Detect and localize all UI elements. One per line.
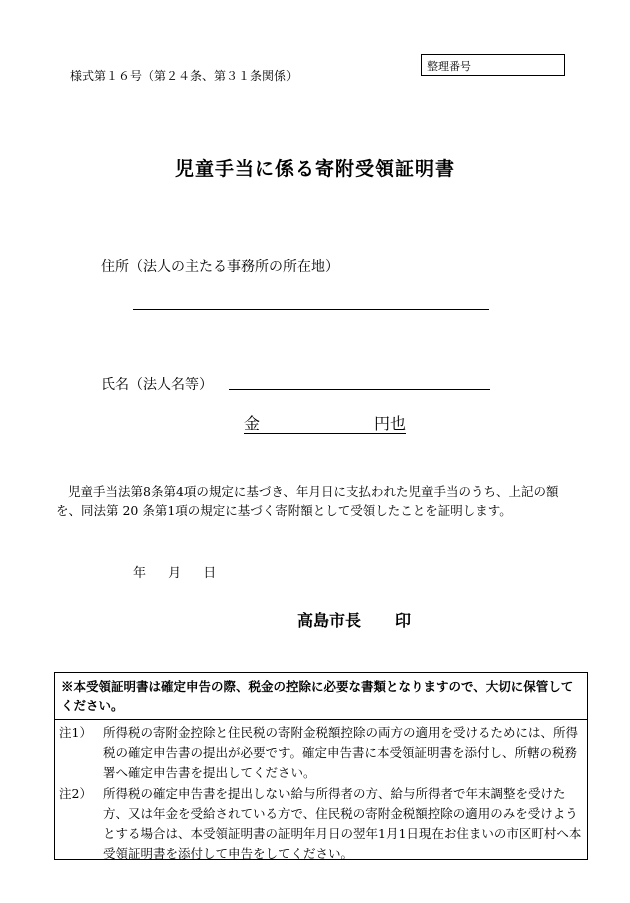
notes-divider — [55, 719, 587, 720]
certification-text-part1: 児童手当法第8条第4項の規定に基づき、 — [68, 484, 296, 499]
document-title: 児童手当に係る寄附受領証明書 — [174, 158, 455, 180]
name-label: 氏名（法人名等） — [101, 377, 213, 393]
certification-year: 年 — [295, 484, 309, 499]
amount-suffix: 円也 — [373, 414, 406, 433]
note-number: 注1） — [59, 725, 92, 740]
notes-box — [54, 672, 588, 860]
management-number-box — [421, 54, 565, 76]
issue-date: 年 月 日 — [133, 566, 217, 581]
note-text: 所得税の寄附金控除と住民税の寄附金税額控除の両方の適用を受けるためには、所得税の確定申告書の提出が必要です。確定申告書に本受領証明書を添付し、所轄の税務署へ確定申告書を提出してください。 — [103, 725, 579, 780]
certification-month: 月 — [308, 484, 321, 499]
certification-text-part2: 日に支払われた児童手当のうち、上記の額を、同法第 20 条第1項の規定に基づく寄附額として受領したことを証明します。 — [56, 484, 559, 518]
note-item-2 — [59, 784, 583, 864]
amount-field — [244, 411, 406, 434]
note-text: 所得税の確定申告書を提出しない給与所得者の方、給与所得者で年末調整を受けた方、又は年金を受給されている方で、住民税の寄附金税額控除の適用のみを受けようとする場合は、本受領証明書の証明年月日の翌年1月1日現在お住まいの市区町村へ本受領証明書を添付して申告をしてください。 — [103, 786, 582, 861]
mayor-signature — [297, 608, 411, 631]
form-number: 様式第１６号（第２４条、第３１条関係） — [70, 69, 299, 83]
management-number-label: 整理番号 — [427, 60, 471, 73]
name-line — [229, 389, 490, 390]
address-line — [133, 309, 489, 310]
seal-mark: 印 — [395, 611, 412, 630]
mayor-title: 高島市長 — [297, 611, 362, 630]
address-label: 住所（法人の主たる事務所の所在地） — [101, 259, 339, 275]
notes-header: ※本受領証明書は確定申告の際、税金の控除に必要な書類となりますので、大切に保管してください。 — [61, 679, 574, 713]
note-number: 注2） — [59, 786, 92, 801]
note-item-1 — [59, 723, 583, 783]
certification-text — [56, 482, 576, 520]
amount-prefix: 金 — [244, 414, 261, 433]
